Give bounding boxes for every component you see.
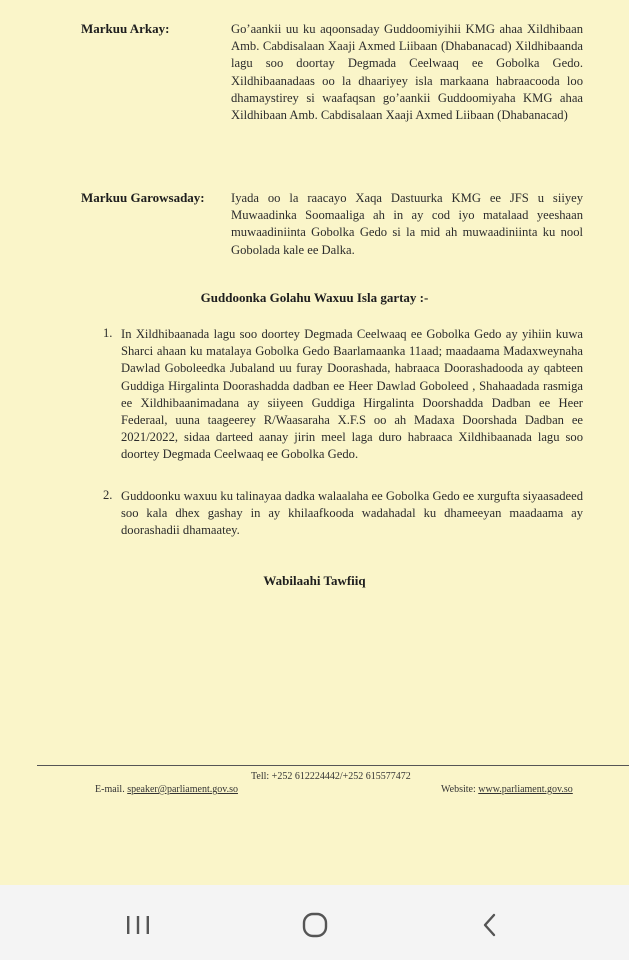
recent-apps-icon bbox=[124, 913, 152, 937]
home-icon bbox=[300, 910, 330, 940]
website-label: Website: bbox=[441, 784, 476, 795]
label-markuu-garowsaday: Markuu Garowsaday: bbox=[81, 190, 205, 205]
footer-telephone: Tell: +252 612224442/+252 615577472 bbox=[251, 771, 411, 782]
paragraph-markuu-arkay: Go’aankii uu ku aqoonsaday Guddoomiyihii KMG ahaa Xildhibaan Amb. Cabdisalaan Xaaji Axmed Liibaan (Dhabanacad) Xildhibaanda lagu soo doortay Degmada Ceelwaaq ee Gobolka Gedo. Xildhibaanadaas oo la dhaariyey isla markaana habraacooda loo dhamaystirey si waafaqsan go’aankii Guddoomiyaha KMG ahaa Xildhibaan Amb. Cabdisalaan Xaaji Axmed Liibaan (Dhabanacad) bbox=[231, 22, 583, 123]
resolution-number: 1. bbox=[103, 326, 113, 340]
resolution-item: In Xildhibaanada lagu soo doortey Degmada Ceelwaaq ee Gobolka Gedo ay yihiin kuwa Sharci ahaan ku matalaya Gobolka Gedo Baarlamaanka 11aad; maadaama Madaxweynaha Dawlad Goboleedka Jubaland uu furay Doorashada, habraaca Doorashadooda ay qabteen Guddiga Hirgalinta Doorashadda dadban ee Heer Dawlad Goboleed , Shahaadada rasmiga ee Xildhibaanimadana ay siiyeen Guddiga Hirgalinta Doorshadda Dadban ee Heer Federaal, uuna taageerey R/Waasaraha X.F.S oo ah Madaxa Doorshada Dadban ee 2021/2022, sidaa darteed aanay jirin meel laga duro habraaca Xildhibaanada lagu soo doortey Degmada Ceelwaaq ee Gobolka Gedo. bbox=[121, 327, 583, 462]
chevron-left-icon bbox=[478, 911, 502, 939]
android-navigation-bar bbox=[0, 885, 629, 960]
footer-email bbox=[95, 784, 238, 795]
email-link[interactable]: speaker@parliament.gov.so bbox=[127, 784, 238, 795]
recent-apps-button[interactable] bbox=[118, 905, 158, 945]
resolution-item: Guddoonku waxuu ku talinayaa dadka walaalaha ee Gobolka Gedo ee xurgufta siyaasadeed soo kala dhex gashay in ay khilaafkooda wadahadal ku dhameeyan maadaama ay doorashadii dhamaatey. bbox=[121, 489, 583, 538]
back-button[interactable] bbox=[470, 905, 510, 945]
resolution-heading: Guddoonka Golahu Waxuu Isla gartay :- bbox=[200, 290, 429, 305]
email-label: E-mail. bbox=[95, 784, 125, 795]
home-button[interactable] bbox=[295, 905, 335, 945]
closing-phrase: Wabilaahi Tawfiiq bbox=[263, 573, 366, 588]
website-link[interactable]: www.parliament.gov.so bbox=[478, 784, 573, 795]
footer-website bbox=[441, 784, 573, 795]
footer-divider bbox=[37, 765, 629, 766]
label-markuu-arkay: Markuu Arkay: bbox=[81, 21, 170, 36]
paragraph-markuu-garowsaday: Iyada oo la raacayo Xaqa Dastuurka KMG ee JFS u siiyey Muwaadinka Soomaaliga ah in ay cod iyo matalaad yeeshaan muwaadiniinta Gobolka Gedo si la mid ah muwaadiniinta ku nool Gobolada kale ee Dalka. bbox=[231, 191, 583, 257]
resolution-number: 2. bbox=[103, 488, 113, 502]
